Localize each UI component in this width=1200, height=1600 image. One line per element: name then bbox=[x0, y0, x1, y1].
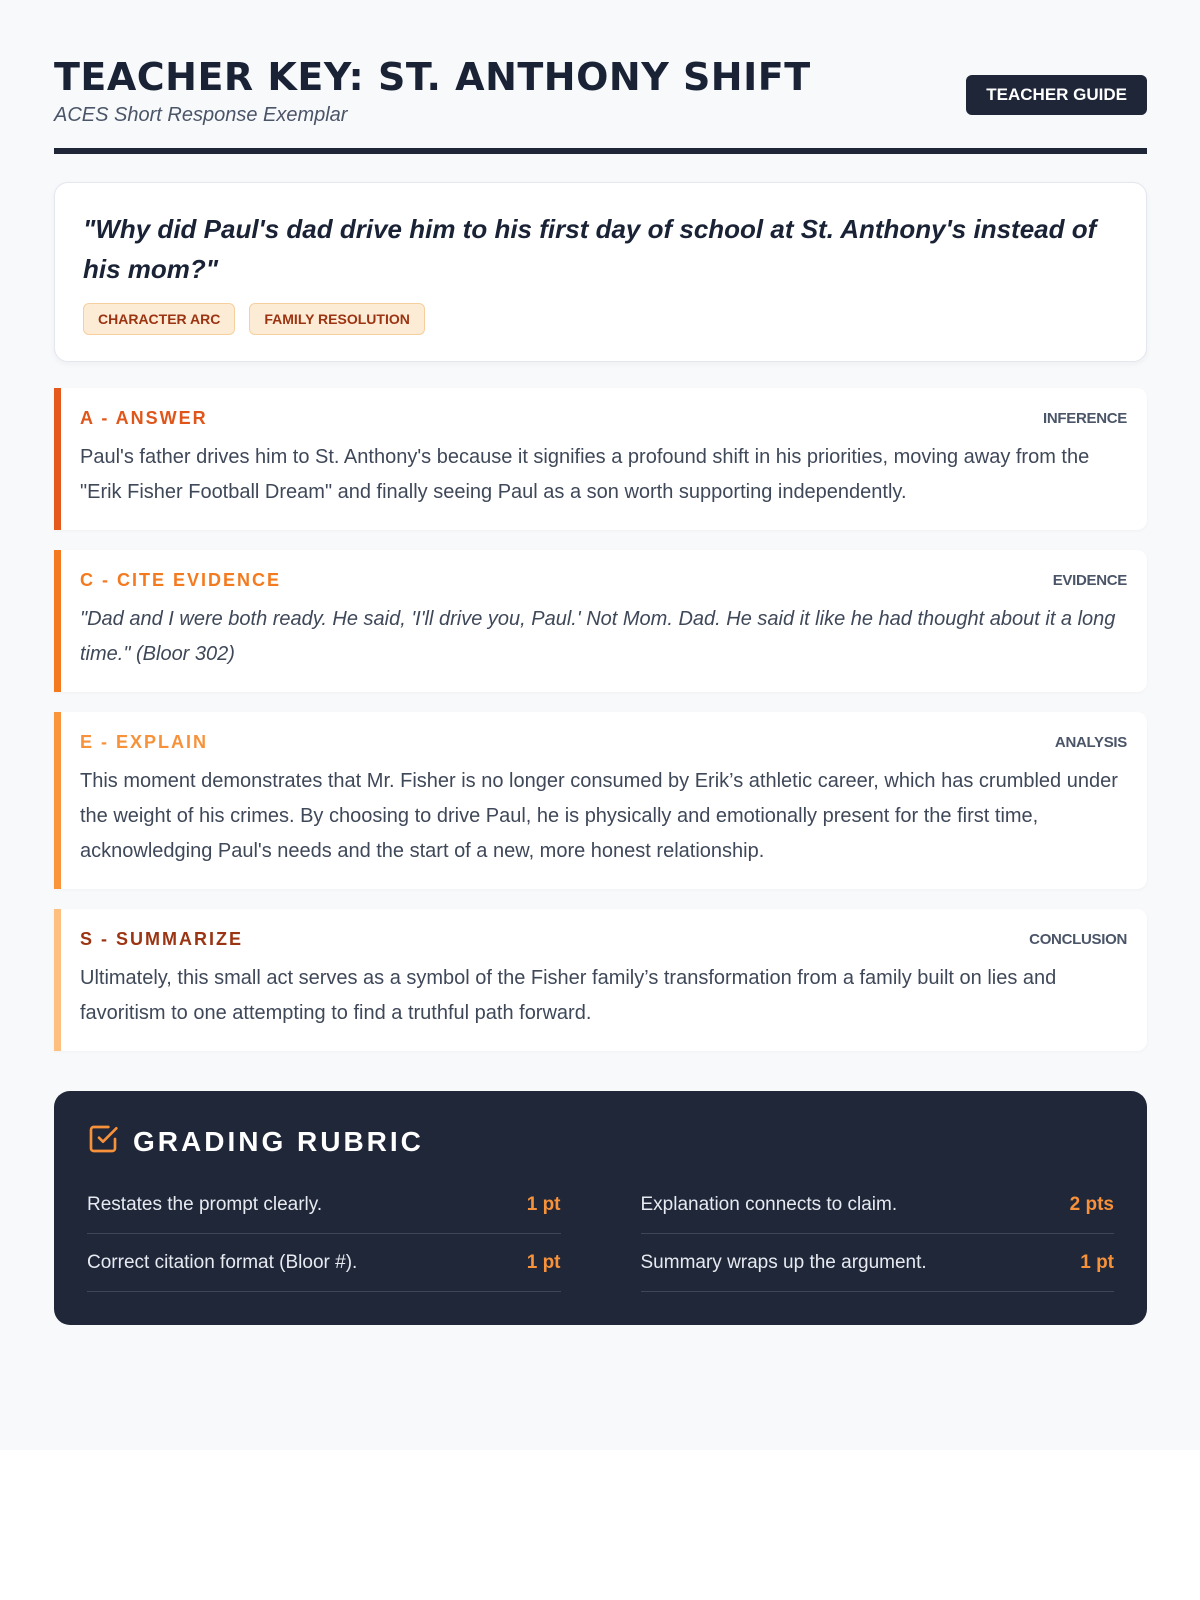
section-type: INFERENCE bbox=[1043, 410, 1127, 427]
section-answer bbox=[54, 388, 1147, 530]
section-text: Paul's father drives him to St. Anthony's because it signifies a profound shift in his priorities, moving away from the "Erik Fisher Football Dream" and finally seeing Paul as a son worth supporting independently. bbox=[80, 446, 1090, 503]
rubric-row bbox=[87, 1234, 561, 1292]
section-label: A - ANSWER bbox=[80, 408, 208, 428]
section-summarize bbox=[54, 909, 1147, 1051]
page-header bbox=[54, 54, 1147, 154]
section-type: EVIDENCE bbox=[1052, 572, 1127, 589]
section-type: ANALYSIS bbox=[1054, 734, 1127, 751]
teacher-guide-badge: TEACHER GUIDE bbox=[966, 75, 1147, 115]
tag-character-arc: CHARACTER ARC bbox=[83, 303, 235, 335]
rubric-criterion: Restates the prompt clearly. bbox=[87, 1193, 323, 1215]
rubric-points: 2 pts bbox=[1069, 1193, 1114, 1215]
section-label: S - SUMMARIZE bbox=[80, 929, 243, 949]
section-text: Ultimately, this small act serves as a symbol of the Fisher family’s transformation from a family built on lies and favoritism to one attempting to find a truthful path forward. bbox=[80, 967, 1057, 1024]
rubric-points: 1 pt bbox=[526, 1251, 561, 1273]
grading-rubric bbox=[54, 1091, 1147, 1325]
question-text: "Why did Paul's dad drive him to his first day of school at St. Anthony's instead of his mom?" bbox=[83, 214, 1097, 284]
rubric-title: GRADING RUBRIC bbox=[133, 1125, 424, 1157]
rubric-points: 1 pt bbox=[526, 1193, 561, 1215]
rubric-criterion: Summary wraps up the argument. bbox=[640, 1251, 927, 1273]
rubric-points: 1 pt bbox=[1080, 1251, 1114, 1273]
question-card bbox=[54, 182, 1147, 362]
tag-family-resolution: FAMILY RESOLUTION bbox=[249, 303, 424, 335]
rubric-criterion: Correct citation format (Bloor #). bbox=[87, 1251, 358, 1273]
tag-list bbox=[83, 303, 1119, 335]
section-explain bbox=[54, 712, 1147, 889]
rubric-row bbox=[641, 1176, 1115, 1234]
page-subtitle: ACES Short Response Exemplar bbox=[54, 104, 348, 126]
rubric-grid bbox=[87, 1176, 1114, 1292]
section-text: This moment demonstrates that Mr. Fisher is no longer consumed by Erik’s athletic career, which has crumbled under the weight of his crimes. By choosing to drive Paul, he is physically and emotionally present for the first time, acknowledging Paul's needs and the start of a new, more honest relationship. bbox=[80, 770, 1118, 862]
section-cite-evidence bbox=[54, 550, 1147, 692]
title-block bbox=[54, 54, 811, 127]
page-title: TEACHER KEY: ST. ANTHONY SHIFT bbox=[54, 55, 811, 99]
rubric-row bbox=[87, 1176, 561, 1234]
section-label: C - CITE EVIDENCE bbox=[80, 570, 282, 590]
rubric-criterion: Explanation connects to claim. bbox=[640, 1193, 898, 1215]
checkbox-icon bbox=[87, 1123, 119, 1160]
section-quote: "Dad and I were both ready. He said, 'I'll drive you, Paul.' Not Mom. Dad. He said it like he had thought about it a long time." (Bloor 302) bbox=[80, 608, 1116, 665]
section-label: E - EXPLAIN bbox=[80, 732, 209, 752]
section-type: CONCLUSION bbox=[1029, 931, 1127, 948]
rubric-row bbox=[641, 1234, 1115, 1292]
